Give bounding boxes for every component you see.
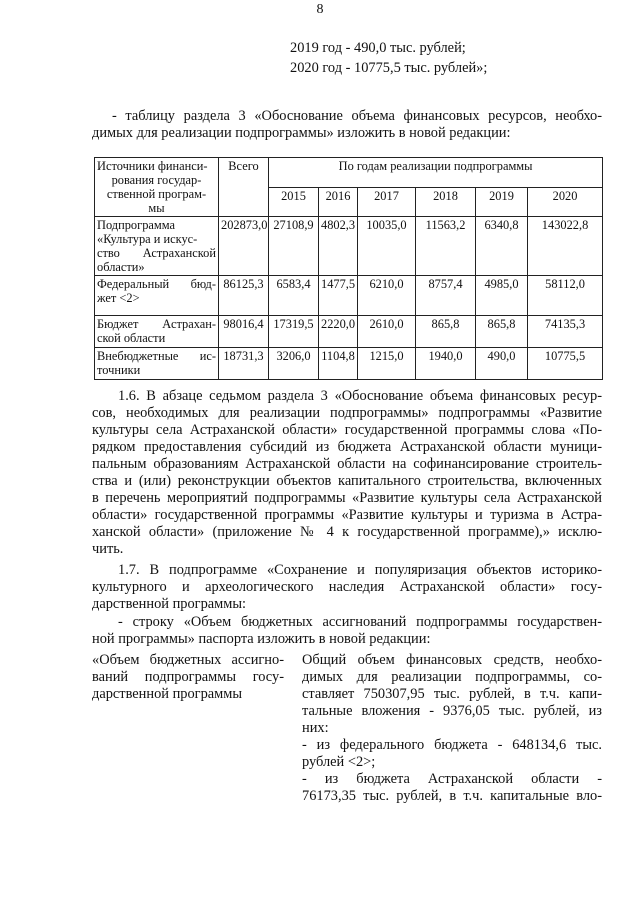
paragraph-1-6 [92, 388, 602, 558]
year-2020: 2020 [528, 187, 603, 217]
table-header-row [95, 158, 603, 188]
cell-value: 865,8 [416, 316, 476, 348]
cell-value: 10775,5 [528, 348, 603, 380]
cell-value: 4985,0 [476, 276, 528, 316]
text-line: димых для реализации подпрограммы» изложить в новой редакции: [92, 125, 511, 141]
cell-value: 10035,0 [358, 217, 416, 276]
row-label: Федеральный бюд- жет <2> [95, 276, 219, 316]
text-line: - из федерального бюджета - 648134,6 тыс. [302, 737, 602, 753]
year-2015: 2015 [269, 187, 319, 217]
text-line: димых для реализации подпрограммы, со- [302, 669, 602, 685]
cell-value: 2610,0 [358, 316, 416, 348]
cell-value: 58112,0 [528, 276, 603, 316]
passport-right-column [302, 652, 602, 805]
table-row [95, 217, 603, 276]
passport-left-column [92, 652, 284, 703]
table-row [95, 316, 603, 348]
intro-paragraph [92, 108, 602, 142]
financing-table [94, 157, 603, 380]
cell-value: 6340,8 [476, 217, 528, 276]
row-total: 98016,4 [219, 316, 269, 348]
cell-value: 1477,5 [319, 276, 358, 316]
text-line: сов, необходимых для реализации подпрограммы» подпрограммы «Развитие [92, 405, 602, 421]
header-source: Источники финанси- рования государ- ственной програм- мы [95, 158, 219, 217]
row-label: Бюджет Астрахан- ской области [95, 316, 219, 348]
text-line: Общий объем финансовых средств, необхо- [302, 652, 602, 668]
cell-value: 6583,4 [269, 276, 319, 316]
year-2016: 2016 [319, 187, 358, 217]
cell-value: 2220,0 [319, 316, 358, 348]
cell-value: 6210,0 [358, 276, 416, 316]
text-line: ставляет 750307,95 тыс. рублей, в т.ч. капи- [302, 686, 602, 702]
text-line: - таблицу раздела 3 «Обоснование объема финансовых ресурсов, необхо- [112, 108, 602, 124]
header-years: По годам реализации подпрограммы [269, 158, 603, 188]
text-line: них: [302, 720, 329, 736]
row-total: 202873,0 [219, 217, 269, 276]
text-line: пальным образованиям Астраханской области на софинансирование строитель- [92, 456, 602, 472]
text-line: 1.6. В абзаце седьмом раздела 3 «Обоснование объема финансовых ресур- [118, 388, 602, 404]
text-line: культуры села Астраханской области» государственной программы слова «По- [92, 422, 602, 438]
row-total: 86125,3 [219, 276, 269, 316]
text-line: дарственной программы: [92, 596, 247, 612]
cell-value: 27108,9 [269, 217, 319, 276]
text-line: тальные вложения - 9376,05 тыс. рублей, из [302, 703, 602, 719]
text-line: ной программы» паспорта изложить в новой редакции: [92, 631, 431, 647]
text-line: культурного и археологического наследия Астраханской области» госу- [92, 579, 602, 595]
cell-value: 17319,5 [269, 316, 319, 348]
text-line: рублей <2>; [302, 754, 376, 770]
row-label: Подпрограмма «Культура и искус- ство Астраханской области» [95, 217, 219, 276]
text-line: «Объем бюджетных ассигно- [92, 652, 284, 668]
table-row [95, 348, 603, 380]
cell-value: 490,0 [476, 348, 528, 380]
cell-value: 74135,3 [528, 316, 603, 348]
cell-value: 865,8 [476, 316, 528, 348]
text-line: ханской области» (приложение № 4 к государственной программе),» исклю- [92, 524, 602, 540]
budget-line-2020: 2020 год - 10775,5 тыс. рублей»; [290, 60, 488, 76]
text-line: ства и (или) реконструкции объектов капитального строительства, включенных [92, 473, 602, 489]
cell-value: 3206,0 [269, 348, 319, 380]
header-total: Всего [219, 158, 269, 217]
budget-line-2019: 2019 год - 490,0 тыс. рублей; [290, 40, 466, 56]
year-2019: 2019 [476, 187, 528, 217]
text-line: области» государственной программы «Развитие культуры и туризма в Астра- [92, 507, 602, 523]
cell-value: 8757,4 [416, 276, 476, 316]
cell-value: 4802,3 [319, 217, 358, 276]
cell-value: 143022,8 [528, 217, 603, 276]
row-label: Внебюджетные ис- точники [95, 348, 219, 380]
row-total: 18731,3 [219, 348, 269, 380]
year-2017: 2017 [358, 187, 416, 217]
cell-value: 1104,8 [319, 348, 358, 380]
paragraph-1-7 [92, 562, 602, 613]
paragraph-line-instruction [92, 614, 602, 648]
text-line: 76173,35 тыс. рублей, в т.ч. капитальные вло- [302, 788, 602, 804]
text-line: в перечень мероприятий подпрограммы «Развитие культуры села Астраханской [92, 490, 602, 506]
text-line: дарственной программы [92, 686, 243, 702]
cell-value: 11563,2 [416, 217, 476, 276]
page-number: 8 [316, 2, 324, 17]
cell-value: 1215,0 [358, 348, 416, 380]
text-line: - из бюджета Астраханской области - [302, 771, 602, 787]
text-line: 1.7. В подпрограмме «Сохранение и популяризация объектов историко- [118, 562, 602, 578]
table-row [95, 276, 603, 316]
text-line: ваний подпрограммы госу- [92, 669, 284, 685]
cell-value: 1940,0 [416, 348, 476, 380]
text-line: чить. [92, 541, 124, 557]
text-line: - строку «Объем бюджетных ассигнований подпрограммы государствен- [118, 614, 602, 630]
year-2018: 2018 [416, 187, 476, 217]
text-line: рядком предоставления субсидий из бюджета Астраханской области муници- [92, 439, 602, 455]
